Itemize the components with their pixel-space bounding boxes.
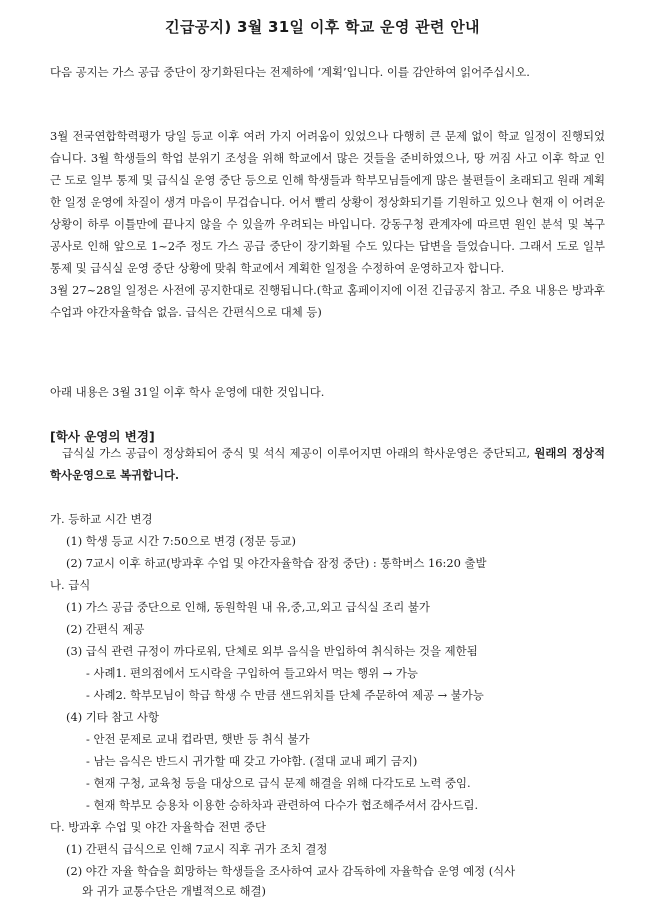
body-paragraph-schedule: 3월 27~28일 일정은 사전에 공지한대로 진행됩니다.(학교 홈페이지에 이전 긴급공지 참고. 주요 내용은 방과후수업과 야간자율학습 없음. 급식은 간편식으로 대체 등) [50,283,605,319]
section-description [50,442,605,486]
intro-paragraph: 다음 공지는 가스 공급 중단이 장기화된다는 전제하에 ‘계획’입니다. 이를 감안하여 읽어주십시오. [50,65,530,79]
item-b-4-note-2: - 남는 음식은 반드시 귀가할 때 갖고 가야함. (절대 교내 폐기 금지) [86,754,418,768]
item-b-4-note-1: - 안전 문제로 교내 컵라면, 햇반 등 취식 불가 [86,732,310,746]
item-b-title: 나. 급식 [50,578,91,592]
section-description-text: 급식실 가스 공급이 정상화되어 중식 및 석식 제공이 이루어지면 아래의 학사운영은 중단되고, [62,446,535,460]
item-b-3: (3) 급식 관련 규정이 까다로워, 단체로 외부 음식을 반입하여 취식하는 것을 제한됨 [66,644,478,658]
item-b-4-note-3: - 현재 구청, 교육청 등을 대상으로 급식 문제 해결을 위해 다각도로 노력 중임. [86,776,471,790]
item-a-1: (1) 학생 등교 시간 7:50으로 변경 (정문 등교) [66,534,296,548]
page-title: 긴급공지) 3월 31일 이후 학교 운영 관련 안내 [165,18,480,36]
item-b-4-note-4: - 현재 학부모 승용차 이용한 승하차과 관련하여 다수가 협조해주셔서 감사드림. [86,798,479,812]
item-b-1: (1) 가스 공급 중단으로 인해, 동원학원 내 유,중,고,외고 급식실 조리 불가 [66,600,430,614]
item-c-title: 다. 방과후 수업 및 야간 자율학습 전면 중단 [50,820,267,834]
item-b-3-example-1: - 사례1. 편의점에서 도시락을 구입하여 들고와서 먹는 행위 → 가능 [86,666,418,680]
item-a-title: 가. 등하교 시간 변경 [50,512,153,526]
item-c-2-line-1: (2) 야간 자율 학습을 희망하는 학생들을 조사하여 교사 감독하에 자율학습 운영 예정 (식사 [66,864,516,878]
section-description-bold: 원래의 정상적 학사운영으로 복귀합니다. [50,446,605,482]
section-heading: [학사 운영의 변경] [50,429,155,444]
lead-sentence: 아래 내용은 3월 31일 이후 학사 운영에 대한 것입니다. [50,385,325,399]
body-paragraph [50,125,605,323]
body-paragraph-main: 3월 전국연합학력평가 당일 등교 이후 여러 가지 어려움이 있었으나 다행히 큰 문제 없이 학교 일정이 진행되었습니다. 3월 학생들의 학업 분위기 조성을 위해 학교에서 많은 것들을 준비하였으나, 땅 꺼짐 사고 이후 학교 인근 도로 일부 통제 및 급식실 운영 중단 등으로 인해 학생들과 학부모님들에게 많은 불편들이 초래되고 원래 계획한 일정 운영에 차질이 생겨 마음이 무겁습니다. 어서 빨리 상황이 정상화되기를 기원하고 있으나 현재 이 어려운 상황이 하루 이틀만에 끝나지 않을 수 있을까 우려되는 바입니다. 강동구청 관계자에 따르면 원인 분석 및 복구 공사로 인해 앞으로 1~2주 정도 가스 공급 중단이 장기화될 수도 있다는 답변을 들었습니다. 그래서 도로 일부 통제 및 급식실 운영 중단 상황에 맞춰 학교에서 계획한 일정을 수정하여 운영하고자 합니다. [50,129,605,275]
item-b-3-example-2: - 사례2. 학부모님이 학급 학생 수 만큼 샌드위치를 단체 주문하여 제공 → 불가능 [86,688,484,702]
item-c-1: (1) 간편식 급식으로 인해 7교시 직후 귀가 조치 결정 [66,842,328,856]
item-b-2: (2) 간편식 제공 [66,622,145,636]
item-b-4: (4) 기타 참고 사항 [66,710,160,724]
item-c-2-line-2: 와 귀가 교통수단은 개별적으로 해결) [82,884,266,898]
item-a-2: (2) 7교시 이후 하교(방과후 수업 및 야간자율학습 잠정 중단) : 통학버스 16:20 출발 [66,556,487,570]
